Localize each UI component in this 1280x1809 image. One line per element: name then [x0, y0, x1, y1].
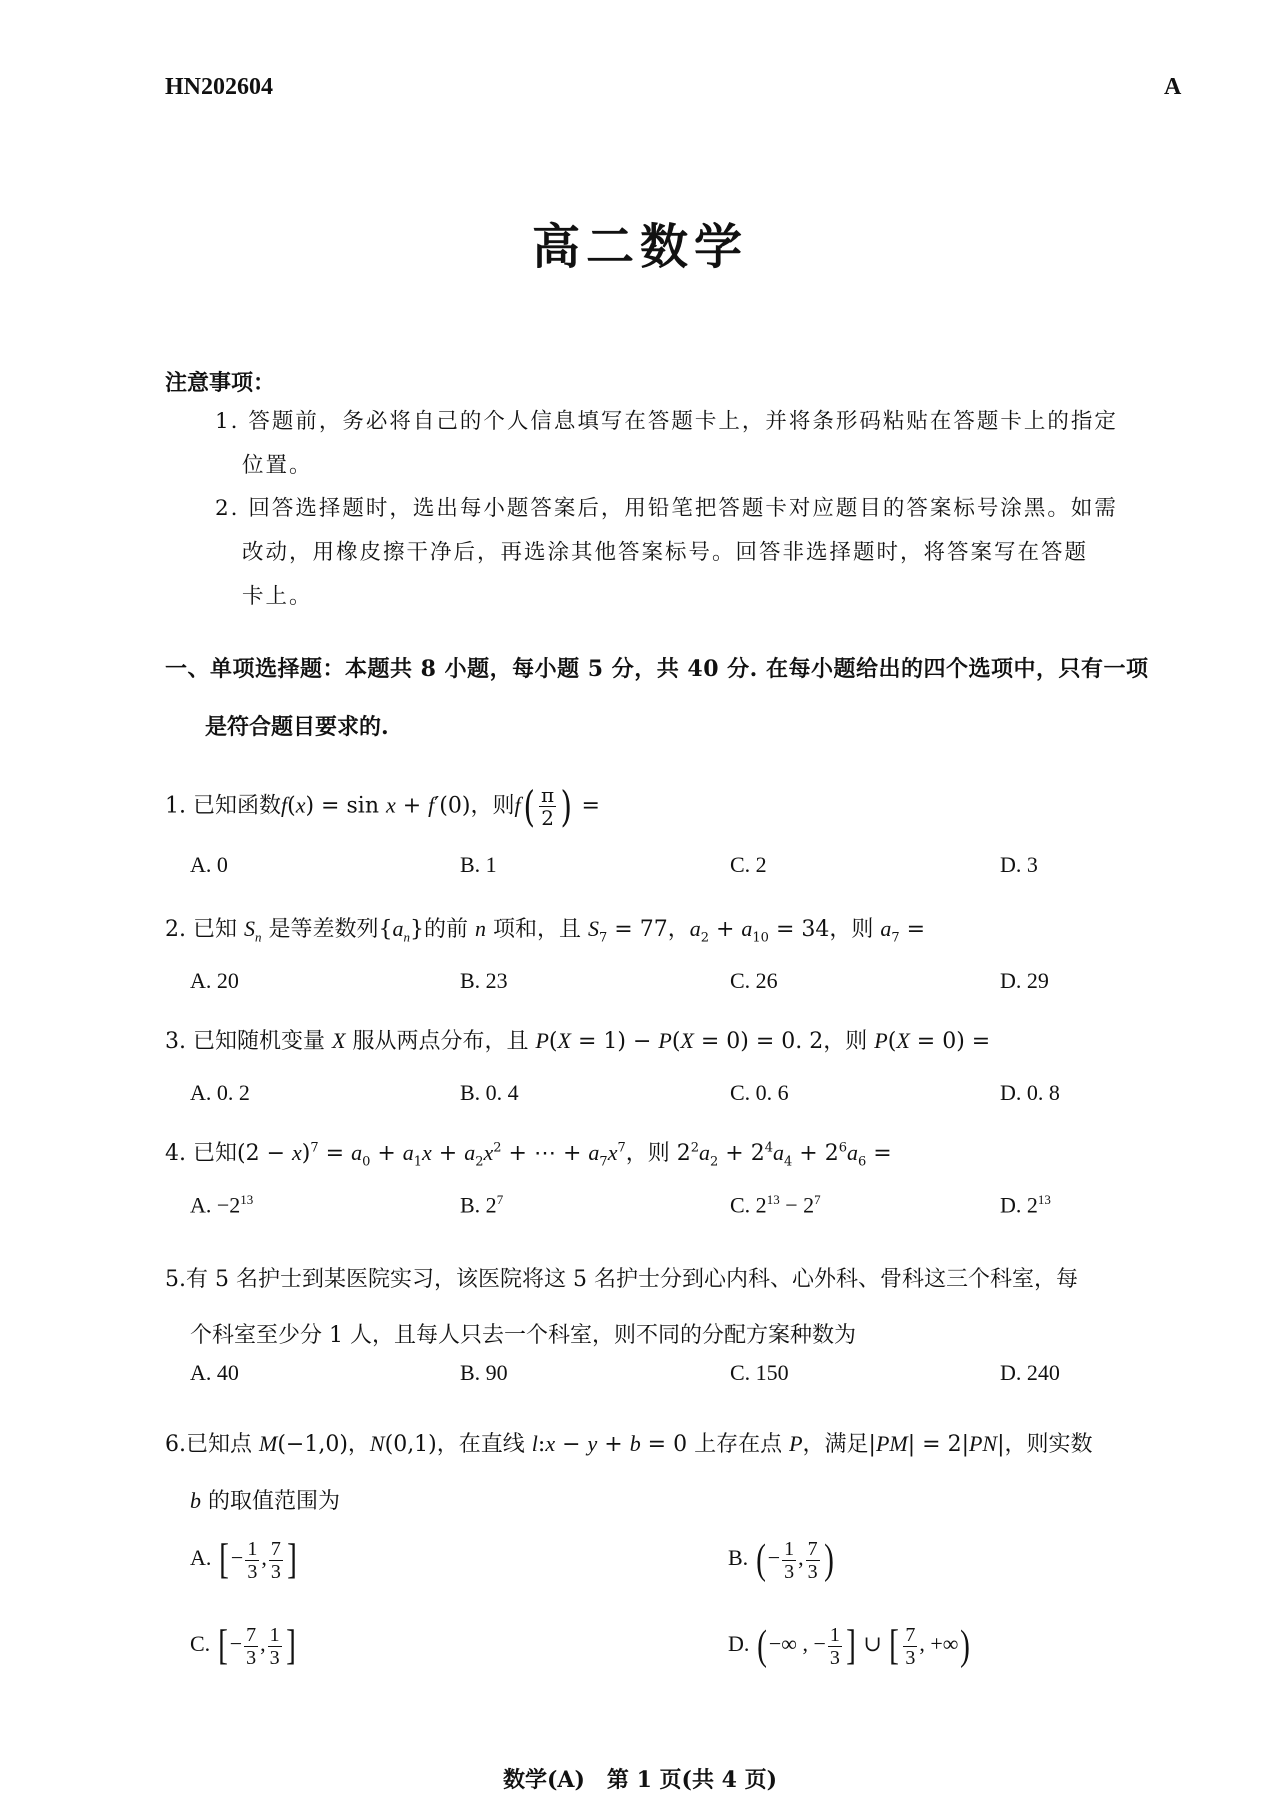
- question-2-option-c[interactable]: C. 26: [730, 968, 778, 993]
- question-5-option-c[interactable]: C. 150: [730, 1360, 789, 1385]
- question-2-option-b[interactable]: B. 23: [460, 968, 508, 993]
- question-2-option-a[interactable]: A. 20: [190, 968, 239, 993]
- question-4-stem: 4. 已知$(2 - x)^7 = a_0 + a_1x + a_2x^2$ + ⋯ + $a_7x^7$，则 $2^2a_2 + 2^4a_4 + 2^6a_6$ =: [165, 1140, 892, 1170]
- notes-item-2-line-3: 卡上。: [242, 584, 313, 609]
- question-4-number: 4.: [165, 1141, 186, 1166]
- question-2-stem: 2. 已知 $S_n$ 是等差数列$\{a_n\}$的前 n 项和，且 $S_7 = 77$，$a_2 + a_{10} = 34$，则 $a_7$ =: [165, 916, 926, 946]
- question-6-option-d[interactable]: D. (−∞ , − $\frac{1}{3}$ ] ∪ [ $\frac{7}{3}$ , +∞): [728, 1623, 971, 1669]
- question-4-option-c[interactable]: C. $2^{13} - 2^7$: [730, 1192, 821, 1218]
- paper-version: A: [1164, 74, 1182, 100]
- notes-item-1: [215, 400, 1215, 488]
- question-1-option-d[interactable]: D. 3: [1000, 852, 1038, 877]
- question-5-line-1: [165, 1252, 1225, 1308]
- question-5-option-b[interactable]: B. 90: [460, 1360, 508, 1385]
- question-6-line-2: b 的取值范围为: [190, 1488, 340, 1514]
- page-title: 高二数学: [531, 219, 748, 275]
- section-1-instructions-line-1: 一、单项选择题：本题共 8 小题，每小题 5 分，共 40 分. 在每小题给出的四个选项中，只有一项: [165, 656, 1149, 682]
- question-6-option-c[interactable]: C. [− $\frac{7}{3}$ , $\frac{1}{3}$ ]: [190, 1623, 296, 1669]
- notes-item-2-line-1: 2. 回答选择题时，选出每小题答案后，用铅笔把答题卡对应题目的答案标号涂黑。如需: [215, 496, 1118, 521]
- question-3-option-a[interactable]: A. 0. 2: [190, 1080, 250, 1105]
- question-6-option-b[interactable]: B. (− $\frac{1}{3}$ , $\frac{7}{3}$ ): [728, 1537, 834, 1583]
- question-5-number: 5.: [165, 1267, 186, 1292]
- question-5-stem: [165, 1252, 1225, 1364]
- question-2-number: 2.: [165, 917, 186, 942]
- question-3-number: 3.: [165, 1029, 186, 1054]
- question-3-option-c[interactable]: C. 0. 6: [730, 1080, 789, 1105]
- question-3-option-d[interactable]: D. 0. 8: [1000, 1080, 1060, 1105]
- exam-code: HN202604: [165, 74, 273, 100]
- question-4-option-a[interactable]: A. $-2^{13}$: [190, 1192, 254, 1218]
- notes-item-2: [215, 487, 1215, 619]
- question-3-option-b[interactable]: B. 0. 4: [460, 1080, 519, 1105]
- question-6-line-1: 6.已知点 M(−1,0)，N(0,1)，在直线 l:x − y + b = 0 上存在点 P，满足|PM| = 2|PN|，则实数: [165, 1431, 1093, 1457]
- question-4-option-b[interactable]: B. $2^7$: [460, 1192, 504, 1218]
- question-4-option-d[interactable]: D. $2^{13}$: [1000, 1192, 1051, 1218]
- question-1-option-a[interactable]: A. 0: [190, 852, 228, 877]
- page-footer: 数学(A) 第 1 页(共 4 页): [503, 1767, 777, 1793]
- question-1-number: 1.: [165, 793, 186, 819]
- section-1-instructions-line-2: 是符合题目要求的.: [205, 714, 389, 740]
- question-6-number: 6.: [165, 1432, 186, 1457]
- question-5-text-1: 有 5 名护士到某医院实习，该医院将这 5 名护士分到心内科、心外科、骨科这三个科室，每: [186, 1267, 1078, 1292]
- notes-item-2-line-2: 改动，用橡皮擦干净后，再选涂其他答案标号。回答非选择题时，将答案写在答题: [242, 540, 1089, 565]
- notes-heading: 注意事项：: [165, 370, 276, 396]
- question-2-option-d[interactable]: D. 29: [1000, 968, 1049, 993]
- question-6-option-a[interactable]: A. [− $\frac{1}{3}$ , $\frac{7}{3}$ ]: [190, 1537, 297, 1583]
- question-1-option-c[interactable]: C. 2: [730, 852, 767, 877]
- notes-item-1-line-1: 1. 答题前，务必将自己的个人信息填写在答题卡上，并将条形码粘贴在答题卡上的指定: [215, 409, 1118, 434]
- question-1-stem: 1. 已知函数f(x) = sin x + f′(0)，则f( $\frac{\pi}{2}$ ) =: [165, 782, 600, 831]
- question-5-option-a[interactable]: A. 40: [190, 1360, 239, 1385]
- question-3-stem: 3. 已知随机变量 X 服从两点分布，且 P(X = 1) − P(X = 0) = 0. 2，则 P(X = 0) =: [165, 1028, 991, 1054]
- question-1-option-b[interactable]: B. 1: [460, 852, 497, 877]
- question-6-stem: [165, 1416, 1235, 1530]
- question-5-option-d[interactable]: D. 240: [1000, 1360, 1060, 1385]
- question-5-line-2: 个科室至少分 1 人，且每人只去一个科室，则不同的分配方案种数为: [190, 1323, 856, 1348]
- notes-item-1-line-2: 位置。: [242, 453, 313, 478]
